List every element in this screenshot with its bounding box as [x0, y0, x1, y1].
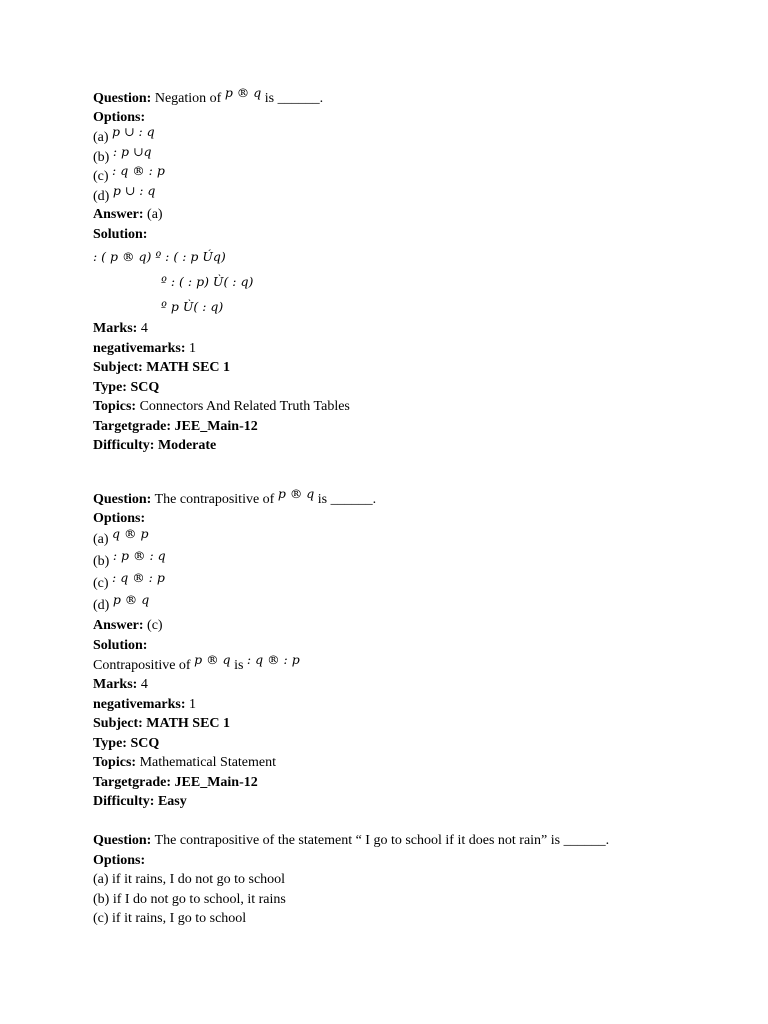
targetgrade-line	[93, 417, 733, 437]
option-math: p ∪ : q	[112, 182, 156, 198]
type-line	[93, 734, 733, 754]
option-math: : q ® : p	[112, 163, 165, 178]
topics-label: Topics:	[93, 399, 137, 414]
marks-label: Marks:	[93, 321, 138, 336]
option-a	[93, 870, 733, 890]
option-math: q ® p	[112, 526, 149, 541]
topics-value: Connectors And Related Truth Tables	[139, 399, 350, 414]
options-heading	[93, 851, 733, 871]
question-block-2	[93, 486, 733, 812]
option-a	[93, 124, 733, 147]
topics-value: Mathematical Statement	[139, 755, 277, 770]
option-letter: (d)	[93, 598, 110, 613]
question-block-1	[93, 85, 733, 456]
question-line	[93, 831, 733, 851]
question-math: p ® q	[224, 85, 262, 100]
solution-math: : q ® : p	[246, 652, 300, 667]
question-text: The contrapositive of	[154, 492, 275, 507]
type-value: SCQ	[130, 735, 160, 751]
difficulty-label: Difficulty:	[93, 794, 155, 809]
option-math: p ® q	[112, 592, 150, 607]
question-text: The contrapositive of the statement “ I go to school if it does not rain” is ______.	[154, 833, 610, 848]
subject-line	[93, 714, 733, 734]
option-math: : p ∪q	[112, 143, 152, 159]
option-c	[93, 909, 733, 929]
difficulty-line	[93, 436, 733, 456]
option-c	[93, 163, 733, 186]
question-suffix: is ______.	[264, 91, 324, 106]
question-line	[93, 486, 733, 509]
negativemarks-line	[93, 695, 733, 715]
option-letter: (b)	[93, 149, 110, 165]
option-a	[93, 528, 733, 550]
targetgrade-label: Targetgrade:	[93, 418, 172, 434]
option-letter: (d)	[93, 188, 110, 204]
targetgrade-value: JEE_Main-12	[174, 774, 258, 790]
question-label: Question:	[93, 492, 152, 507]
topics-line	[93, 397, 733, 417]
marks-line	[93, 675, 733, 695]
option-letter: (a)	[93, 532, 109, 547]
question-label: Question:	[93, 91, 152, 106]
difficulty-value: Moderate	[157, 438, 217, 453]
question-line	[93, 85, 733, 108]
solution-label: Solution:	[93, 226, 148, 242]
solution-math: p ® q	[194, 652, 231, 667]
subject-label: Subject:	[93, 716, 143, 731]
option-c	[93, 572, 733, 594]
answer-value: (a)	[147, 207, 163, 222]
solution-line	[93, 652, 733, 675]
type-label: Type:	[93, 379, 127, 395]
solution-label: Solution:	[93, 637, 148, 653]
options-heading	[93, 108, 733, 128]
targetgrade-label: Targetgrade:	[93, 774, 172, 790]
subject-line	[93, 358, 733, 378]
solution-line-2	[93, 269, 733, 294]
solution-line-3	[93, 294, 733, 319]
option-text: (c) if it rains, I go to school	[93, 911, 247, 926]
option-letter: (c)	[93, 169, 109, 184]
targetgrade-line	[93, 773, 733, 793]
question-text: Negation of	[154, 91, 222, 106]
answer-value: (c)	[147, 618, 163, 633]
options-label: Options:	[93, 852, 146, 868]
type-label: Type:	[93, 735, 127, 751]
solution-text-mid: is	[234, 658, 244, 673]
option-math: p ∪ : q	[112, 124, 155, 139]
subject-value: MATH SEC 1	[146, 360, 231, 375]
difficulty-value: Easy	[157, 794, 187, 809]
answer-line	[93, 616, 733, 636]
negativemarks-value: 1	[189, 696, 197, 712]
difficulty-line	[93, 792, 733, 812]
negativemarks-line	[93, 339, 733, 359]
option-d	[93, 594, 733, 616]
options-heading	[93, 509, 733, 529]
question-label: Question:	[93, 833, 152, 848]
option-text: (a) if it rains, I do not go to school	[93, 872, 286, 887]
solution-math: º : ( : p) Ù( : q)	[161, 274, 254, 289]
targetgrade-value: JEE_Main-12	[174, 418, 258, 434]
solution-heading	[93, 636, 733, 656]
type-value: SCQ	[130, 379, 160, 395]
solution-math: º p Ù( : q)	[161, 299, 224, 314]
option-text: (b) if I do not go to school, it rains	[93, 891, 286, 907]
option-d	[93, 182, 733, 206]
negativemarks-label: negativemarks:	[93, 696, 186, 712]
options-label: Options:	[93, 510, 146, 526]
option-math: : p ® : q	[112, 548, 166, 563]
marks-value: 4	[140, 677, 148, 692]
option-letter: (a)	[93, 130, 109, 145]
solution-line-1	[93, 244, 733, 269]
question-math: p ® q	[277, 486, 315, 501]
subject-value: MATH SEC 1	[146, 716, 231, 731]
negativemarks-label: negativemarks:	[93, 340, 186, 356]
question-suffix: is ______.	[317, 492, 377, 507]
option-letter: (b)	[93, 554, 110, 569]
answer-line	[93, 205, 733, 225]
marks-line	[93, 319, 733, 339]
difficulty-label: Difficulty:	[93, 438, 155, 453]
answer-label: Answer:	[93, 618, 144, 633]
marks-value: 4	[140, 321, 148, 336]
options-label: Options:	[93, 109, 146, 125]
solution-math: : ( p ® q) º : ( : p Úq)	[93, 249, 226, 264]
answer-label: Answer:	[93, 207, 144, 222]
option-math: : q ® : p	[112, 570, 165, 585]
type-line	[93, 378, 733, 398]
topics-label: Topics:	[93, 755, 137, 770]
option-b	[93, 890, 733, 910]
negativemarks-value: 1	[189, 340, 197, 356]
option-b	[93, 143, 733, 167]
marks-label: Marks:	[93, 677, 138, 692]
option-letter: (c)	[93, 576, 109, 591]
option-b	[93, 550, 733, 572]
solution-text: Contrapositive of	[93, 658, 191, 673]
question-block-3	[93, 831, 733, 929]
subject-label: Subject:	[93, 360, 143, 375]
topics-line	[93, 753, 733, 773]
solution-heading	[93, 225, 733, 245]
